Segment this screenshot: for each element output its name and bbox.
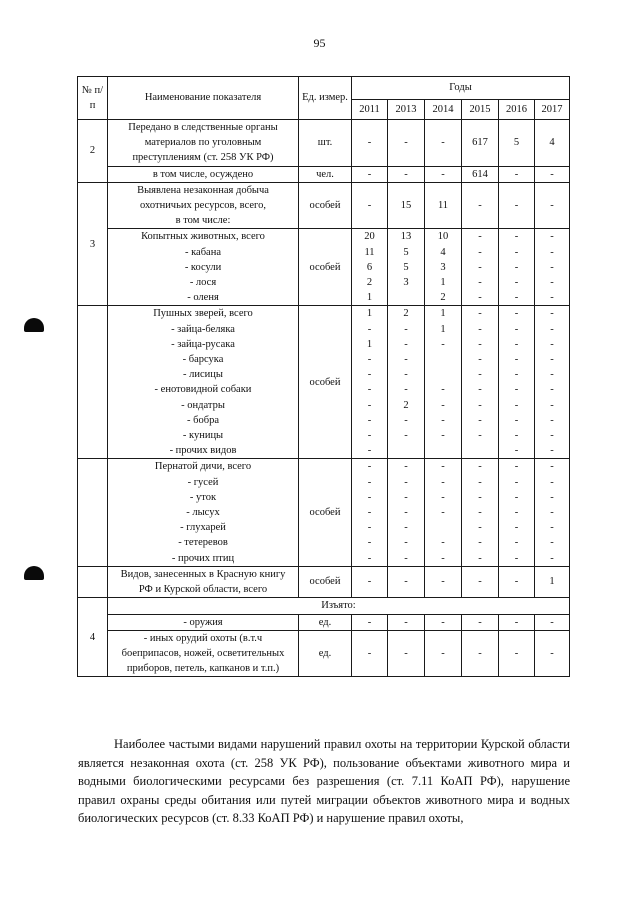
cell-line: -: [514, 338, 519, 350]
cell-line: -: [367, 354, 372, 366]
indicator-cell: в том числе, осуждено: [108, 166, 299, 182]
cell-line: Копытных животных, всего: [141, 231, 265, 243]
cell-line: - барсука: [182, 354, 224, 366]
cell-line: -: [514, 430, 519, 442]
value-cell: -: [352, 182, 388, 229]
indicator-cell: [108, 630, 299, 677]
cell-line: -: [404, 430, 408, 442]
value-cell: -: [388, 614, 425, 630]
cell-line: - зайца-беляка: [171, 323, 235, 335]
cell-line: Пернатой дичи, всего: [154, 461, 252, 473]
value-cell: -: [535, 182, 570, 229]
cell-line: -: [478, 507, 482, 519]
cell-line: в том числе:: [175, 215, 231, 227]
cell-line: -: [550, 261, 554, 273]
cell-line: -: [550, 399, 554, 411]
cell-line: -: [550, 277, 554, 289]
cell-line: - иных орудий охоты (в.т.ч: [143, 632, 263, 644]
cell-line: -: [404, 507, 408, 519]
cell-line: -: [404, 384, 408, 396]
cell-line: -: [441, 384, 445, 396]
cell-line: -: [514, 445, 519, 457]
cell-line: [427, 352, 459, 367]
indicator-cell: [108, 229, 299, 306]
row-number: 3: [78, 182, 108, 306]
cell-line: -: [441, 552, 445, 564]
table-row: [78, 566, 570, 597]
indicator-cell: [108, 120, 299, 167]
indicator-cell: [108, 182, 299, 229]
cell-line: -: [478, 292, 482, 304]
value-cell: -: [462, 614, 499, 630]
cell-line: -: [514, 369, 519, 381]
cell-line: -: [404, 537, 408, 549]
statistics-table: [77, 76, 570, 677]
value-cell: 11: [425, 182, 462, 229]
cell-line: 5: [403, 261, 409, 273]
year-cell: 2011: [352, 100, 388, 120]
cell-line: -: [478, 537, 482, 549]
cell-line: -: [367, 414, 372, 426]
cell-line: -: [514, 384, 519, 396]
year-cell: 2016: [499, 100, 535, 120]
value-column: [388, 306, 425, 459]
binder-hole-mark: [24, 318, 44, 332]
body-text: [78, 735, 570, 828]
cell-line: 2: [440, 292, 446, 304]
cell-line: -: [478, 231, 482, 243]
value-cell: 15: [388, 182, 425, 229]
cell-line: -: [441, 507, 445, 519]
cell-line: -: [478, 369, 482, 381]
cell-line: -: [441, 414, 445, 426]
cell-line: боеприпасов, ножей, осветительных: [121, 647, 285, 659]
value-column: [462, 306, 499, 459]
cell-line: -: [478, 399, 482, 411]
value-column: [425, 459, 462, 566]
table-row: [78, 598, 570, 614]
cell-line: -: [514, 522, 519, 534]
cell-line: -: [367, 369, 372, 381]
cell-line: -: [478, 476, 482, 488]
value-cell: -: [352, 614, 388, 630]
cell-line: -: [367, 399, 372, 411]
cell-line: -: [367, 552, 372, 564]
unit-cell: ед.: [299, 614, 352, 630]
value-column: [352, 306, 388, 459]
cell-line: -: [404, 338, 408, 350]
value-cell: 1: [535, 566, 570, 597]
cell-line: -: [550, 231, 554, 243]
value-cell: -: [352, 566, 388, 597]
value-cell: -: [388, 120, 425, 167]
value-cell: -: [535, 630, 570, 677]
table-row: [78, 182, 570, 229]
value-cell: -: [388, 566, 425, 597]
cell-line: -: [514, 476, 519, 488]
row-number: 2: [78, 120, 108, 183]
cell-line: - гусей: [187, 476, 219, 488]
value-cell: -: [499, 166, 535, 182]
value-column: [535, 229, 570, 306]
cell-line: 5: [403, 246, 409, 258]
cell-line: -: [550, 430, 554, 442]
cell-line: [427, 520, 459, 535]
cell-line: -: [550, 369, 554, 381]
cell-line: - лысух: [186, 507, 220, 519]
cell-line: -: [478, 414, 482, 426]
cell-line: -: [441, 399, 445, 411]
cell-line: -: [514, 231, 519, 243]
cell-line: -: [514, 537, 519, 549]
value-column: [352, 229, 388, 306]
value-column: [535, 306, 570, 459]
cell-line: Пушных зверей, всего: [153, 308, 253, 320]
cell-line: - глухарей: [180, 522, 226, 534]
cell-line: РФ и Курской области, всего: [138, 584, 268, 596]
table-row: [78, 630, 570, 677]
binder-hole-mark: [24, 566, 44, 580]
cell-line: -: [514, 308, 519, 320]
value-cell: 5: [499, 120, 535, 167]
cell-line: - тетеревов: [178, 537, 228, 549]
value-cell: -: [352, 630, 388, 677]
cell-line: Передано в следственные органы: [128, 122, 278, 133]
cell-line: 1: [440, 323, 446, 335]
cell-line: - косули: [184, 261, 222, 273]
cell-line: -: [404, 461, 408, 473]
cell-line: [464, 443, 496, 458]
cell-line: -: [514, 246, 519, 258]
cell-line: -: [367, 430, 372, 442]
cell-line: - енотовидной собаки: [154, 384, 252, 396]
cell-line: -: [478, 552, 482, 564]
cell-line: 2: [403, 399, 409, 411]
cell-line: -: [478, 430, 482, 442]
cell-line: - кабана: [184, 246, 221, 258]
cell-line: -: [514, 552, 519, 564]
value-column: [388, 229, 425, 306]
cell-line: -: [367, 537, 372, 549]
table-header-row: [78, 77, 570, 100]
cell-line: Видов, занесенных в Красную книгу: [120, 568, 286, 580]
row-number: [78, 566, 108, 597]
page-number: 95: [313, 36, 326, 50]
cell-line: -: [404, 414, 408, 426]
value-column: [352, 459, 388, 566]
cell-line: -: [478, 277, 482, 289]
cell-line: -: [514, 323, 519, 335]
cell-line: -: [514, 292, 519, 304]
indicator-cell: [108, 566, 299, 597]
cell-line: -: [441, 430, 445, 442]
table-row: [78, 306, 570, 459]
cell-line: -: [514, 277, 519, 289]
cell-line: -: [478, 338, 482, 350]
value-cell: -: [425, 166, 462, 182]
cell-line: -: [478, 384, 482, 396]
cell-line: -: [550, 414, 554, 426]
cell-line: - уток: [189, 491, 217, 503]
cell-line: -: [550, 507, 554, 519]
cell-line: преступлениям (ст. 258 УК РФ): [132, 152, 274, 164]
cell-line: -: [478, 246, 482, 258]
cell-line: -: [404, 522, 408, 534]
cell-line: -: [550, 491, 554, 503]
value-cell: 4: [535, 120, 570, 167]
cell-line: - прочих видов: [169, 445, 237, 457]
value-cell: -: [499, 182, 535, 229]
cell-line: -: [367, 323, 372, 335]
table-row: [78, 120, 570, 167]
header-unit: Ед. измер.: [299, 77, 352, 120]
value-cell: -: [425, 566, 462, 597]
cell-line: - куницы: [182, 430, 224, 442]
cell-line: 1: [366, 308, 373, 320]
cell-line: -: [404, 491, 408, 503]
paragraph: Наиболее частыми видами нарушений правил охоты на территории Курской области является незаконная охота (ст. 258 УК РФ), пользование объектами животного мира и водными биологическими ресурсами без разрешения (ст. 7.11 КоАП РФ), нарушение правил охраны среды обитания или путей миграции объектов животного мира и водных биологических ресурсов (ст. 8.33 КоАП РФ) и нарушение правил охоты,: [78, 737, 570, 825]
cell-line: -: [550, 476, 554, 488]
cell-line: - лося: [189, 277, 217, 289]
cell-line: -: [441, 491, 445, 503]
year-cell: 2015: [462, 100, 499, 120]
cell-line: -: [550, 445, 554, 457]
cell-line: - лисицы: [183, 369, 223, 381]
value-cell: -: [499, 566, 535, 597]
cell-line: -: [441, 537, 445, 549]
cell-line: - прочих птиц: [171, 552, 235, 564]
year-cell: 2013: [388, 100, 425, 120]
value-cell: -: [352, 166, 388, 182]
cell-line: -: [514, 507, 519, 519]
cell-line: - ондатры: [181, 399, 225, 411]
cell-line: 2: [366, 277, 373, 289]
year-cell: 2017: [535, 100, 570, 120]
cell-line: -: [404, 476, 408, 488]
cell-line: -: [367, 461, 372, 473]
row-number: [78, 459, 108, 566]
cell-line: -: [478, 261, 482, 273]
header-years: Годы: [352, 77, 570, 100]
cell-line: - зайца-русака: [171, 338, 235, 350]
cell-line: 10: [437, 231, 449, 243]
cell-line: 1: [440, 277, 446, 289]
value-column: [425, 306, 462, 459]
value-column: [499, 459, 535, 566]
cell-line: -: [441, 461, 445, 473]
cell-line: [427, 367, 459, 382]
cell-line: -: [404, 354, 408, 366]
value-column: [462, 229, 499, 306]
value-cell: -: [462, 566, 499, 597]
cell-line: -: [441, 338, 445, 350]
unit-cell: чел.: [299, 166, 352, 182]
row-number: 4: [78, 598, 108, 677]
value-cell: -: [352, 120, 388, 167]
cell-line: - бобра: [187, 414, 219, 426]
value-column: [535, 459, 570, 566]
value-cell: -: [535, 166, 570, 182]
cell-line: 1: [440, 308, 446, 320]
cell-line: [390, 443, 422, 458]
cell-line: -: [478, 522, 482, 534]
cell-line: -: [404, 552, 408, 564]
table-row: [78, 614, 570, 630]
value-column: [499, 229, 535, 306]
value-cell: -: [535, 614, 570, 630]
cell-line: 13: [400, 231, 412, 243]
cell-line: -: [367, 507, 372, 519]
cell-line: [390, 290, 422, 305]
cell-line: -: [478, 308, 482, 320]
cell-line: -: [550, 552, 554, 564]
cell-line: 20: [364, 231, 375, 243]
header-name: Наименование показателя: [108, 77, 299, 120]
indicator-cell: [108, 459, 299, 566]
cell-line: охотничьих ресурсов, всего,: [140, 200, 266, 212]
value-cell: -: [499, 630, 535, 677]
cell-line: -: [550, 292, 554, 304]
cell-line: -: [404, 323, 408, 335]
value-cell: 617: [462, 120, 499, 167]
seized-heading: Изъято:: [108, 598, 570, 614]
row-number: [78, 306, 108, 459]
unit-cell: особей: [299, 459, 352, 566]
cell-line: -: [550, 246, 554, 258]
unit-cell: особей: [299, 182, 352, 229]
cell-line: -: [367, 476, 372, 488]
cell-line: 3: [440, 261, 446, 273]
indicator-cell: - оружия: [108, 614, 299, 630]
cell-line: - оленя: [187, 292, 219, 304]
cell-line: 2: [403, 308, 409, 320]
cell-line: -: [550, 522, 554, 534]
cell-line: -: [367, 522, 372, 534]
cell-line: -: [550, 308, 554, 320]
value-cell: 614: [462, 166, 499, 182]
cell-line: -: [550, 323, 554, 335]
cell-line: -: [550, 354, 554, 366]
cell-line: -: [550, 338, 554, 350]
indicator-cell: [108, 306, 299, 459]
cell-line: -: [367, 491, 372, 503]
value-cell: -: [462, 630, 499, 677]
unit-cell: особей: [299, 229, 352, 306]
cell-line: 3: [403, 277, 409, 289]
value-column: [462, 459, 499, 566]
cell-line: 6: [366, 261, 373, 273]
unit-cell: шт.: [299, 120, 352, 167]
cell-line: -: [514, 491, 519, 503]
cell-line: -: [367, 384, 372, 396]
cell-line: -: [441, 476, 445, 488]
value-cell: -: [425, 630, 462, 677]
cell-line: -: [514, 414, 519, 426]
cell-line: приборов, петель, капканов и т.п.): [126, 663, 280, 675]
unit-cell: ед.: [299, 630, 352, 677]
value-cell: -: [388, 630, 425, 677]
cell-line: -: [367, 445, 372, 457]
cell-line: -: [514, 261, 519, 273]
cell-line: 11: [364, 246, 375, 258]
value-cell: -: [388, 166, 425, 182]
value-column: [388, 459, 425, 566]
cell-line: Выявлена незаконная добыча: [137, 184, 269, 196]
value-column: [499, 306, 535, 459]
cell-line: -: [514, 354, 519, 366]
header-num: № п/п: [78, 77, 108, 120]
cell-line: 4: [440, 246, 446, 258]
cell-line: -: [478, 491, 482, 503]
year-cell: 2014: [425, 100, 462, 120]
cell-line: 1: [366, 338, 373, 350]
cell-line: -: [404, 369, 408, 381]
cell-line: -: [550, 537, 554, 549]
cell-line: -: [514, 461, 519, 473]
cell-line: -: [550, 461, 554, 473]
value-cell: -: [499, 614, 535, 630]
value-cell: -: [462, 182, 499, 229]
cell-line: -: [478, 354, 482, 366]
cell-line: 1: [366, 292, 373, 304]
value-cell: -: [425, 120, 462, 167]
cell-line: -: [514, 399, 519, 411]
value-cell: -: [425, 614, 462, 630]
table-row: [78, 459, 570, 566]
cell-line: -: [478, 461, 482, 473]
table-row: [78, 166, 570, 182]
cell-line: -: [478, 323, 482, 335]
cell-line: [427, 443, 459, 458]
table-row: [78, 229, 570, 306]
cell-line: материалов по уголовным: [144, 137, 262, 149]
unit-cell: особей: [299, 566, 352, 597]
cell-line: -: [550, 384, 554, 396]
unit-cell: особей: [299, 306, 352, 459]
value-column: [425, 229, 462, 306]
